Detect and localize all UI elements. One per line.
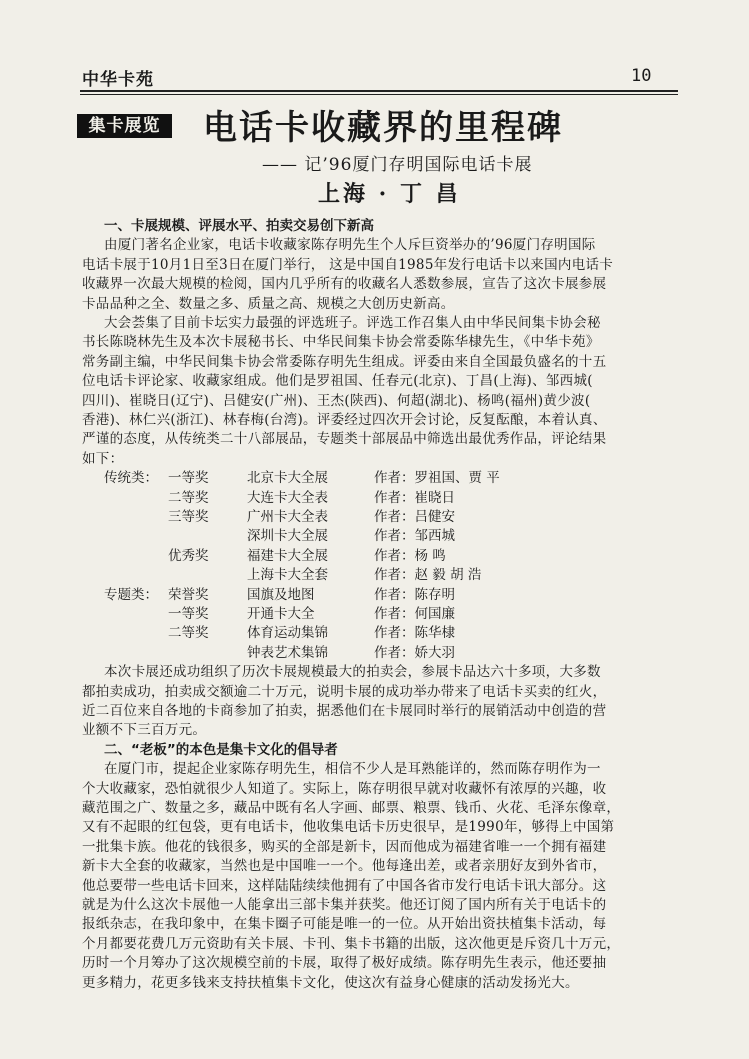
result-award: 二等奖	[168, 625, 209, 642]
paragraph-line: 报纸杂志，在我印象中，在集卡圈子可能是唯一的一位。从开始出资扶植集卡活动，每	[82, 916, 607, 933]
paragraph-line: 个大收藏家，恐怕就很少人知道了。实际上，陈存明很早就对收藏怀有浓厚的兴趣，收	[82, 780, 607, 797]
result-award: 优秀奖	[168, 547, 209, 564]
result-exhibit: 北京卡大全展	[247, 470, 328, 487]
article-author: 上海 · 丁 昌	[318, 181, 461, 207]
result-award: 一等奖	[168, 606, 209, 622]
paragraph-line: 历时一个月筹办了这次规模空前的卡展，取得了极好成绩。陈存明先生表示，他还要抽	[82, 955, 607, 972]
result-exhibit: 深圳卡大全展	[247, 528, 328, 545]
result-exhibit: 开通卡大全	[247, 606, 315, 622]
paragraph-line: 电话卡展于10月1日至3日在厦门举行， 这是中国自1985年发行电话卡以来国内电话卡	[82, 256, 614, 273]
section-heading-2: 二、“老板”的本色是集卡文化的倡导者	[104, 741, 338, 758]
result-author: 作者：何国廉	[374, 606, 455, 622]
paragraph-line: 就是为什么这次卡展他一人能拿出三部卡集并获奖。他还订阅了国内所有关于电话卡的	[82, 897, 607, 913]
paragraph-line: 近二百位来自各地的卡商参加了拍卖，据悉他们在卡展同时举行的展销活动中创造的营	[82, 703, 607, 719]
result-author: 作者：陈华棣	[374, 625, 455, 642]
paragraph-line: 收藏界一次最大规模的检阅，国内几乎所有的收藏名人悉数参展，宣告了这次卡展参展	[82, 276, 607, 293]
result-exhibit: 福建卡大全展	[247, 547, 328, 564]
paragraph-line: 在厦门市，提起企业家陈存明先生，相信不少人是耳熟能详的，然而陈存明作为一	[104, 761, 601, 778]
paragraph-line: 他总要带一些电话卡回来，这样陆陆续续他拥有了中国各省市发行电话卡讯大部分。这	[82, 877, 607, 894]
paragraph-line: 藏范围之广、数量之多，藏品中既有名人字画、邮票、粮票、钱币、火花、毛泽东像章，	[82, 800, 621, 816]
paragraph-line: 一批集卡族。他花的钱很多，购买的全部是新卡，因而他成为福建省唯一一个拥有福建	[82, 838, 607, 855]
result-exhibit: 广州卡大全表	[247, 509, 328, 525]
result-cat: 传统类：	[104, 470, 158, 487]
section-heading-1: 一、卡展规模、评展水平、拍卖交易创下新高	[104, 218, 374, 234]
paragraph-line: 四川)、崔晓日(辽宁)、吕健安(广州)、王杰(陕西)、何超(湖北)、杨鸣(福州)黄少波(	[82, 392, 591, 409]
result-exhibit: 大连卡大全表	[247, 489, 328, 506]
result-exhibit: 钟表艺术集锦	[247, 644, 328, 661]
paragraph-line: 都拍卖成功，拍卖成交额逾二十万元，说明卡展的成功举办带来了电话卡买卖的红火，	[82, 683, 607, 700]
paragraph-line: 严谨的态度，从传统类二十八部展品，专题类十部展品中筛选出最优秀作品，评论结果	[82, 431, 607, 448]
paragraph-line: 常务副主编，中华民间集卡协会常委陈存明先生组成。评委由来自全国最负盛名的十五	[82, 353, 607, 370]
header-rule-bottom	[80, 94, 678, 95]
result-exhibit: 上海卡大全套	[247, 567, 328, 584]
result-author: 作者：赵 毅 胡 浩	[374, 567, 482, 584]
paragraph-line: 大会荟集了目前卡坛实力最强的评选班子。评选工作召集人由中华民间集卡协会秘	[104, 315, 601, 331]
result-award: 三等奖	[168, 509, 209, 525]
result-author: 作者：吕健安	[374, 509, 455, 525]
result-author: 作者：娇大羽	[374, 644, 455, 661]
paragraph-line: 新卡大全套的收藏家，当然也是中国唯一一个。他每逢出差，或者亲朋好友到外省市，	[82, 858, 607, 875]
paragraph-line: 本次卡展还成功组织了历次卡展规模最大的拍卖会，参展卡品达六十多项，大多数	[104, 664, 601, 681]
result-award: 荣誉奖	[168, 586, 209, 603]
paragraph-line: 个月都要花费几万元资助有关卡展、卡刊、集卡书籍的出版，这次他更是斥资几十万元，	[82, 935, 621, 952]
result-exhibit: 国旗及地图	[247, 586, 315, 603]
paragraph-line: 业额不下三百万元。	[82, 722, 207, 739]
result-author: 作者：杨 鸣	[374, 547, 446, 564]
paragraph-line: 又有不起眼的红包袋，更有电话卡，他收集电话卡历史很早，是1990年，够得上中国第	[82, 819, 615, 836]
article-title: 电话卡收藏界的里程碑	[203, 108, 563, 148]
article-subtitle: —— 记’96厦门存明国际电话卡展	[262, 155, 533, 175]
paragraph-line: 更多精力，花更多钱来支持扶植集卡文化，使这次有益身心健康的活动发扬光大。	[82, 974, 579, 991]
paragraph-line: 由厦门著名企业家，电话卡收藏家陈存明先生个人斥巨资举办的’96厦门存明国际	[104, 237, 596, 254]
paragraph-line: 香港)、林仁兴(浙江)、林春梅(台湾)。评委经过四次开会讨论，反复酝酿，本着认真、	[82, 412, 607, 428]
result-author: 作者：崔晓日	[374, 489, 455, 506]
result-award: 一等奖	[168, 470, 209, 487]
result-author: 作者：邹西城	[374, 528, 455, 545]
header-rule-top	[80, 90, 678, 92]
column-badge: 集卡展览	[77, 114, 172, 138]
result-award: 二等奖	[168, 489, 209, 506]
page-number: 10	[631, 66, 652, 86]
paragraph-line: 书长陈晓林先生及本次卡展秘书长、中华民间集卡协会常委陈华棣先生，《中华卡苑》	[82, 334, 600, 351]
result-cat: 专题类：	[104, 586, 158, 603]
result-exhibit: 体育运动集锦	[247, 625, 328, 642]
paragraph-line: 卡品品种之全、数量之多、质量之高、规模之大创历史新高。	[82, 295, 455, 312]
magazine-name: 中华卡苑	[82, 70, 154, 90]
result-author: 作者：陈存明	[374, 586, 455, 603]
result-author: 作者：罗祖国、贾 平	[374, 470, 500, 487]
paragraph-line: 如下：	[82, 450, 124, 467]
paragraph-line: 位电话卡评论家、收藏家组成。他们是罗祖国、任春元(北京)、丁昌(上海)、邹西城(	[82, 373, 593, 390]
